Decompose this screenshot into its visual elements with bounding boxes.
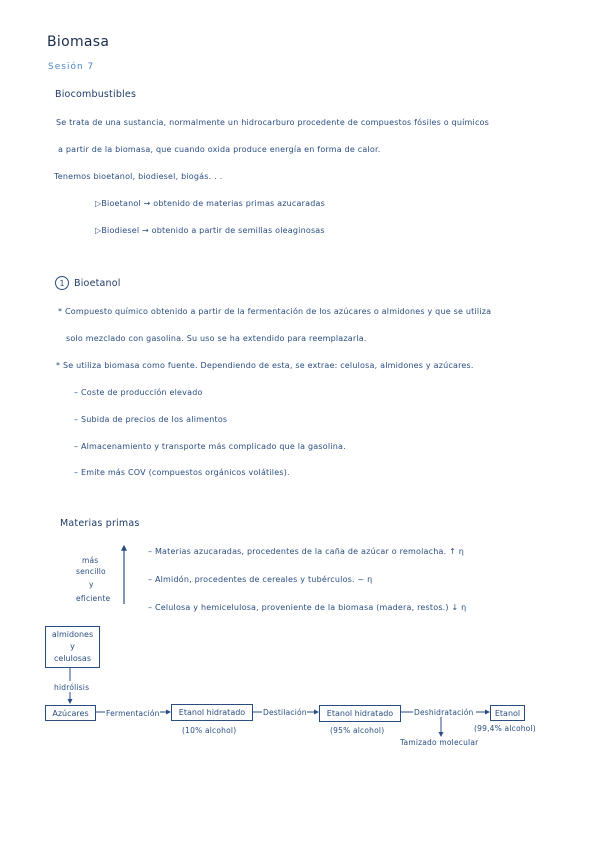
section-heading-bioetanol: Bioetanol — [74, 278, 121, 289]
section-heading-biocombustibles: Biocombustibles — [55, 89, 137, 100]
box-line: celulosas — [54, 654, 91, 663]
paragraph-line: * Se utiliza biomasa como fuente. Dependiendo de esta, se extrae: celulosa, almidones y azúcares. — [56, 361, 474, 370]
box-line: y — [70, 642, 75, 651]
section-heading-materias-primas: Materias primas — [60, 518, 140, 529]
bullet-biodiesel: ▷Biodiesel → obtenido a partir de semillas oleaginosas — [95, 226, 325, 235]
session-label: Sesión 7 — [48, 62, 95, 72]
hydrated-note: (10% alcohol) — [182, 726, 237, 735]
paragraph-line: solo mezclado con gasolina. Su uso se ha extendido para reemplazarla. — [66, 334, 367, 343]
sugars-box: Azúcares — [45, 705, 96, 721]
distillation-label: Destilación — [263, 708, 307, 717]
hydrated-ethanol-box-2: Etanol hidratado — [319, 705, 401, 722]
hydrated-note-2: (95% alcohol) — [330, 726, 385, 735]
side-label-line: sencillo — [76, 567, 106, 576]
side-label-line: más — [82, 556, 99, 565]
disadvantage-item: – Almacenamiento y transporte más complicado que la gasolina. — [74, 442, 346, 451]
dehydration-label: Deshidratación — [414, 708, 474, 717]
fermentation-label: Fermentación — [106, 709, 160, 718]
paragraph-line: * Compuesto químico obtenido a partir de la fermentación de los azúcares o almidones y que se utiliza — [58, 307, 492, 316]
hydrolysis-label: hidrólisis — [54, 683, 90, 692]
side-label-line: eficiente — [76, 594, 111, 603]
materia-item: – Almidón, procedentes de cereales y tubérculos. ~ η — [148, 575, 373, 584]
side-label-line: y — [89, 580, 94, 589]
box-line: almidones — [51, 630, 94, 639]
paragraph-line: a partir de la biomasa, que cuando oxida produce energía en forma de calor. — [58, 145, 381, 154]
materia-item: – Materias azucaradas, procedentes de la caña de azúcar o remolacha. ↑ η — [148, 547, 465, 556]
ethanol-box: Etanol — [490, 705, 525, 721]
paragraph-line: Se trata de una sustancia, normalmente un hidrocarburo procedente de compuestos fósiles o químicos — [56, 118, 490, 127]
disadvantage-item: – Subida de precios de los alimentos — [74, 415, 228, 424]
hydrated-ethanol-box: Etanol hidratado — [171, 704, 253, 721]
sieve-label: Tamizado molecular — [400, 738, 479, 747]
paragraph-line: Tenemos bioetanol, biodiesel, biogás. . . — [54, 172, 223, 181]
number-text: 1 — [59, 278, 65, 288]
page-title: Biomasa — [47, 34, 110, 50]
disadvantage-item: – Coste de producción elevado — [74, 388, 203, 397]
bullet-bioetanol: ▷Bioetanol → obtenido de materias primas azucaradas — [95, 199, 325, 208]
ethanol-note: (99,4% alcohol) — [474, 724, 536, 733]
materia-item: – Celulosa y hemicelulosa, proveniente de la biomasa (madera, restos.) ↓ η — [148, 603, 467, 612]
disadvantage-item: – Emite más COV (compuestos orgánicos volátiles). — [74, 468, 290, 477]
